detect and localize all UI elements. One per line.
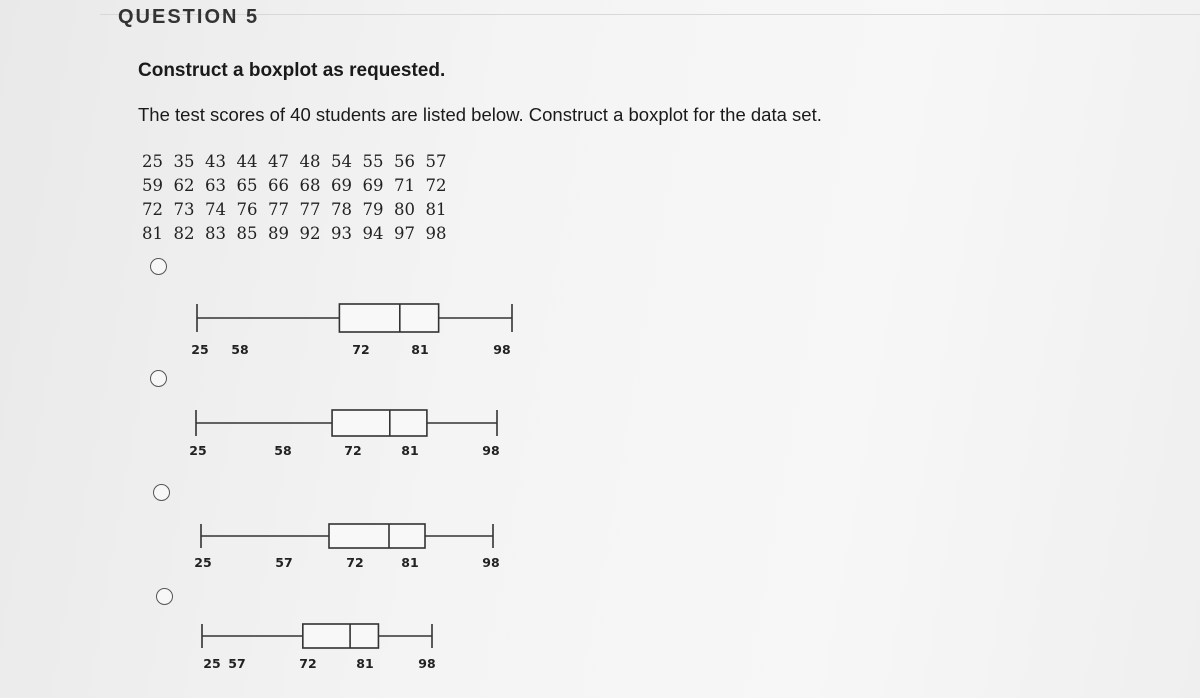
boxplot-tick-label: 25 bbox=[191, 342, 209, 357]
data-value: 62 bbox=[173, 176, 195, 195]
boxplot-box bbox=[303, 624, 379, 648]
data-value: 98 bbox=[425, 224, 447, 243]
data-value: 73 bbox=[173, 200, 195, 219]
data-value: 81 bbox=[142, 224, 163, 243]
data-value: 44 bbox=[236, 152, 258, 171]
boxplot-tick-label: 72 bbox=[352, 342, 370, 357]
data-value: 69 bbox=[331, 176, 352, 195]
data-value: 48 bbox=[299, 152, 321, 171]
data-value: 69 bbox=[362, 176, 384, 195]
boxplot-tick-label: 72 bbox=[346, 555, 364, 570]
question-title: QUESTION 5 bbox=[118, 6, 260, 28]
data-value: 94 bbox=[362, 224, 384, 243]
boxplot-tick-label: 72 bbox=[344, 443, 362, 458]
data-value: 68 bbox=[299, 176, 321, 195]
data-value: 35 bbox=[173, 152, 195, 171]
data-value: 80 bbox=[394, 200, 415, 219]
boxplot-tick-label: 58 bbox=[274, 443, 292, 458]
data-value: 85 bbox=[236, 224, 258, 243]
boxplot-tick-label: 98 bbox=[418, 656, 436, 671]
boxplot-tick-label: 25 bbox=[203, 656, 221, 671]
data-value: 89 bbox=[268, 224, 289, 243]
boxplot-tick-label: 58 bbox=[231, 342, 249, 357]
data-value: 63 bbox=[205, 176, 226, 195]
boxplot-tick-label: 98 bbox=[482, 555, 500, 570]
data-value: 57 bbox=[425, 152, 447, 171]
boxplot-box bbox=[329, 524, 425, 548]
data-value: 92 bbox=[299, 224, 321, 243]
boxplot-tick-label: 25 bbox=[189, 443, 207, 458]
data-value: 72 bbox=[142, 200, 163, 219]
data-value: 59 bbox=[142, 176, 163, 195]
data-value: 78 bbox=[331, 200, 352, 219]
boxplot-tick-label: 81 bbox=[401, 443, 419, 458]
boxplot-tick-label: 81 bbox=[401, 555, 419, 570]
data-value: 82 bbox=[173, 224, 195, 243]
boxplot-tick-label: 25 bbox=[194, 555, 212, 570]
data-value: 43 bbox=[205, 152, 226, 171]
data-value: 74 bbox=[205, 200, 226, 219]
boxplot-tick-label: 98 bbox=[482, 443, 500, 458]
data-value: 97 bbox=[394, 224, 415, 243]
data-value: 72 bbox=[425, 176, 447, 195]
data-value: 83 bbox=[205, 224, 226, 243]
data-value: 65 bbox=[236, 176, 258, 195]
data-value: 93 bbox=[331, 224, 352, 243]
data-value: 56 bbox=[394, 152, 415, 171]
data-value: 79 bbox=[362, 200, 384, 219]
boxplot-box bbox=[339, 304, 438, 332]
data-value: 77 bbox=[299, 200, 321, 219]
question-prompt: The test scores of 40 students are listed below. Construct a boxplot for the data set. bbox=[138, 104, 822, 125]
boxplot-tick-label: 81 bbox=[356, 656, 374, 671]
data-value: 81 bbox=[425, 200, 447, 219]
data-value: 66 bbox=[268, 176, 289, 195]
data-value: 25 bbox=[142, 152, 163, 171]
data-value: 55 bbox=[362, 152, 384, 171]
data-value: 77 bbox=[268, 200, 289, 219]
boxplot-tick-label: 72 bbox=[299, 656, 317, 671]
data-value: 71 bbox=[394, 176, 415, 195]
data-value: 47 bbox=[268, 152, 289, 171]
boxplot-tick-label: 57 bbox=[228, 656, 246, 671]
boxplot-tick-label: 81 bbox=[411, 342, 429, 357]
boxplot-tick-label: 98 bbox=[493, 342, 511, 357]
question-instruction: Construct a boxplot as requested. bbox=[138, 60, 446, 81]
data-value: 54 bbox=[331, 152, 352, 171]
data-value: 76 bbox=[236, 200, 258, 219]
boxplot-tick-label: 57 bbox=[275, 555, 293, 570]
boxplot-box bbox=[332, 410, 427, 436]
